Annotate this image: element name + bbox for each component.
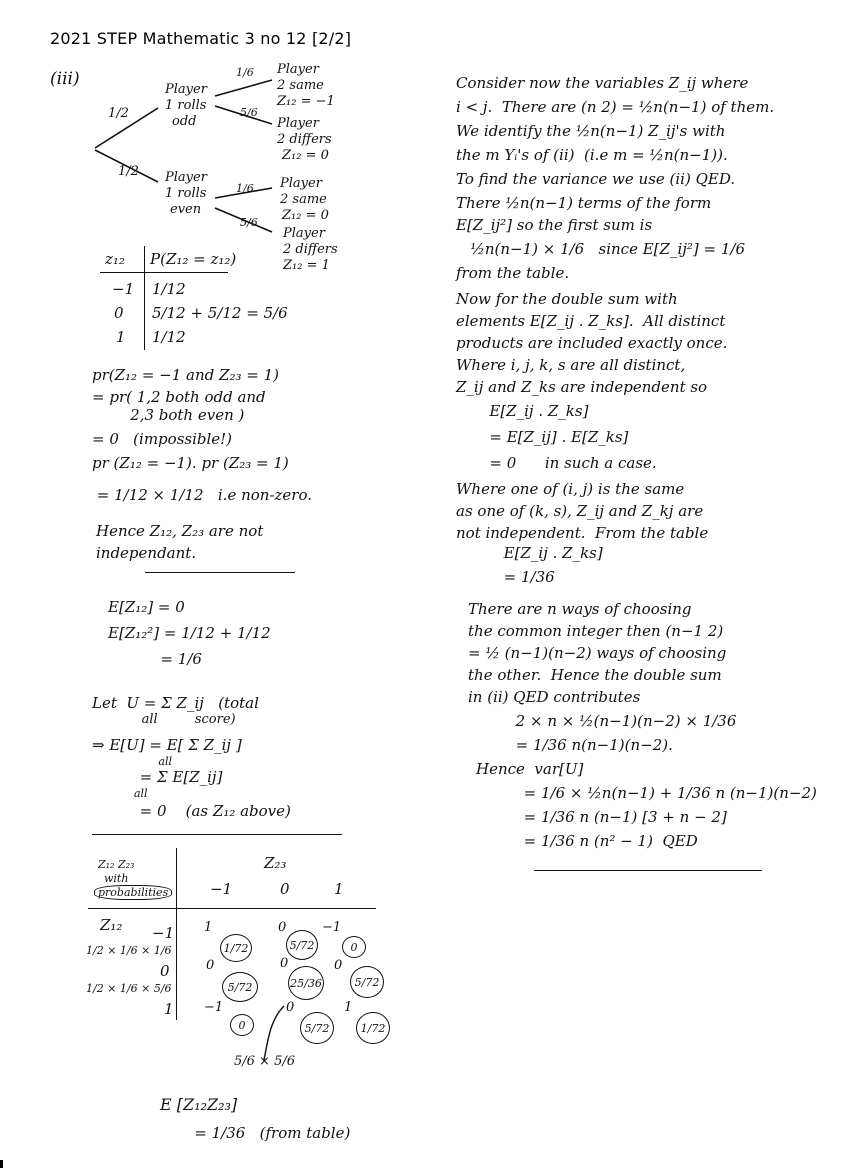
indep-line-3: 2,3 both even ) — [92, 406, 245, 424]
right-line-28: 2 × n × ½(n−1)(n−2) × 1/36 — [468, 712, 737, 730]
joint-corner-3 — [94, 886, 172, 899]
section-rule-3 — [534, 870, 762, 871]
right-line-14: Z_ij and Z_ks are independent so — [456, 378, 708, 396]
right-line-10: Now for the double sum with — [456, 290, 678, 308]
right-line-24: the common integer then (n−1 2) — [468, 622, 724, 640]
right-line-13: Where i, j, k, s are all distinct, — [456, 356, 686, 374]
u-line-5: = Σ E[Z_ij] — [92, 768, 223, 786]
right-line-17: = 0 in such a case. — [456, 454, 657, 472]
tree-label-odd-3: odd — [172, 114, 197, 129]
joint-col-1: −1 — [210, 880, 233, 898]
joint-cell-7-prob: 0 — [230, 1014, 254, 1036]
right-line-1: Consider now the variables Z_ij where — [456, 74, 749, 92]
bottom-line-1: E [Z₁₂Z₂₃] — [160, 1095, 238, 1114]
expect-line-2: E[Z₁₂²] = 1/12 + 1/12 — [108, 624, 271, 642]
joint-cell-5-prob: 25/36 — [288, 966, 324, 1000]
page-title: 2021 STEP Mathematic 3 no 12 [2/2] — [50, 29, 352, 48]
leaf3-prob: 1/6 — [236, 182, 254, 195]
right-line-4: the m Yᵢ's of (ii) (i.e m = ½n(n−1)). — [456, 146, 728, 164]
right-line-19: as one of (k, s), Z_ij and Z_kj are — [456, 502, 704, 520]
tree-label-even-1: Player — [165, 170, 207, 185]
tree-label-odd-1: Player — [165, 82, 207, 97]
tree-prob-odd: 1/2 — [108, 106, 129, 121]
joint-cell-4-prob: 5/72 — [222, 972, 258, 1002]
joint-cell-4-value: 0 — [206, 958, 215, 973]
right-line-21: E[Z_ij . Z_ks] — [456, 544, 603, 562]
indep-line-7: Hence Z₁₂, Z₂₃ are not — [96, 522, 264, 540]
right-line-9: from the table. — [456, 264, 570, 282]
right-line-15: E[Z_ij . Z_ks] — [456, 402, 589, 420]
right-line-27: in (ii) QED contributes — [468, 688, 641, 706]
right-line-29: = 1/36 n(n−1)(n−2). — [468, 736, 673, 754]
dist-table-head-p: P(Z₁₂ = z₁₂) — [150, 250, 237, 268]
expect-line-3: = 1/6 — [108, 650, 202, 668]
u-line-7: = 0 (as Z₁₂ above) — [92, 802, 291, 820]
leaf2-line2: 2 differs — [277, 132, 332, 147]
joint-col-head: Z₂₃ — [264, 854, 287, 872]
joint-cell-8-prob: 5/72 — [300, 1012, 334, 1044]
right-line-16: = E[Z_ij] . E[Z_ks] — [456, 428, 629, 446]
joint-cell-1-value: 1 — [204, 920, 213, 935]
tree-label-even-2: 1 rolls — [165, 186, 207, 201]
right-line-12: products are included exactly once. — [456, 334, 728, 352]
joint-corner-2: with — [104, 872, 129, 885]
joint-cell-2-value: 0 — [278, 920, 287, 935]
section-rule-1 — [145, 572, 295, 573]
right-line-3: We identify the ½n(n−1) Z_ij's with — [456, 122, 726, 140]
leaf4-line1: Player — [283, 226, 325, 241]
right-line-22: = 1/36 — [456, 568, 555, 586]
joint-corner-3-text: probabilities — [94, 885, 172, 900]
joint-annot-c: 5/6 × 5/6 — [234, 1054, 296, 1069]
indep-line-8: independant. — [96, 544, 197, 562]
right-line-30: Hence var[U] — [476, 760, 584, 778]
tree-prob-even: 1/2 — [118, 164, 139, 179]
u-line-4: all — [92, 755, 173, 768]
tree-label-odd-2: 1 rolls — [165, 98, 207, 113]
joint-cell-3-prob: 0 — [342, 936, 366, 958]
indep-line-5: pr (Z₁₂ = −1). pr (Z₂₃ = 1) — [92, 454, 289, 472]
leaf3-line1: Player — [280, 176, 322, 191]
joint-annot-a: 1/2 × 1/6 × 1/6 — [86, 944, 172, 957]
leaf1-line1: Player — [277, 62, 319, 77]
bottom-line-2: = 1/36 (from table) — [180, 1124, 351, 1142]
joint-cell-6-value: 0 — [334, 958, 343, 973]
leaf1-prob: 1/6 — [236, 66, 254, 79]
leaf3-line2: 2 same — [280, 192, 327, 207]
joint-col-2: 0 — [280, 880, 290, 898]
joint-col-3: 1 — [334, 880, 344, 898]
joint-row-3: 1 — [164, 1000, 174, 1018]
leaf1-line3: Z₁₂ = −1 — [277, 94, 335, 109]
leaf2-prob: 5/6 — [240, 106, 258, 119]
tree-label-even-3: even — [170, 202, 202, 217]
joint-table-rule — [88, 908, 376, 909]
indep-line-2: = pr( 1,2 both odd and — [92, 388, 266, 406]
joint-annot-b: 1/2 × 1/6 × 5/6 — [86, 982, 172, 995]
leaf4-prob: 5/6 — [240, 216, 258, 229]
dist-row3-p: 1/12 — [152, 328, 186, 346]
leaf1-line2: 2 same — [277, 78, 324, 93]
indep-line-1: pr(Z₁₂ = −1 and Z₂₃ = 1) — [92, 366, 279, 384]
joint-row-1: −1 — [152, 924, 175, 942]
right-line-23: There are n ways of choosing — [468, 600, 692, 618]
leaf2-line1: Player — [277, 116, 319, 131]
right-line-31: = 1/6 × ½n(n−1) + 1/36 n (n−1)(n−2) — [476, 784, 817, 802]
right-line-33: = 1/36 n (n² − 1) QED — [476, 832, 698, 850]
right-line-7: E[Z_ij²] so the first sum is — [456, 216, 653, 234]
u-line-6: all — [92, 787, 148, 800]
section-rule-2 — [92, 834, 342, 835]
u-line-2: all score) — [92, 712, 236, 727]
right-line-6: There ½n(n−1) terms of the form — [456, 194, 712, 212]
right-line-25: = ½ (n−1)(n−2) ways of choosing — [468, 644, 727, 662]
right-line-32: = 1/36 n (n−1) [3 + n − 2] — [476, 808, 727, 826]
joint-row-2: 0 — [160, 962, 170, 980]
joint-cell-9-prob: 1/72 — [356, 1012, 390, 1044]
joint-cell-8-value: 0 — [286, 1000, 295, 1015]
indep-line-6: = 1/12 × 1/12 i.e non-zero. — [92, 486, 312, 504]
joint-cell-7-value: −1 — [204, 1000, 224, 1015]
leaf2-line3: Z₁₂ = 0 — [282, 148, 329, 163]
right-line-20: not independent. From the table — [456, 524, 709, 542]
edge-mark — [0, 1160, 3, 1168]
joint-cell-1-prob: 1/72 — [220, 934, 252, 962]
dist-table-rule — [100, 272, 228, 273]
right-line-5: To find the variance we use (ii) QED. — [456, 170, 736, 188]
part-label: (iii) — [50, 69, 80, 89]
dist-row1-z: −1 — [112, 280, 135, 298]
expect-line-1: E[Z₁₂] = 0 — [108, 598, 185, 616]
joint-cell-3-value: −1 — [322, 920, 342, 935]
indep-line-4: = 0 (impossible!) — [92, 430, 233, 448]
right-line-2: i < j. There are (n 2) = ½n(n−1) of them. — [456, 98, 775, 116]
joint-row-head: Z₁₂ — [100, 916, 123, 934]
u-line-3: ⇒ E[U] = E[ Σ Z_ij ] — [92, 736, 242, 754]
right-line-11: elements E[Z_ij . Z_ks]. All distinct — [456, 312, 726, 330]
leaf4-line2: 2 differs — [283, 242, 338, 257]
leaf4-line3: Z₁₂ = 1 — [283, 258, 330, 273]
right-line-8: ½n(n−1) × 1/6 since E[Z_ij²] = 1/6 — [456, 240, 746, 258]
dist-table-head-z: z₁₂ — [105, 250, 125, 268]
joint-cell-2-prob: 5/72 — [286, 930, 318, 960]
dist-row3-z: 1 — [116, 328, 126, 346]
right-line-26: the other. Hence the double sum — [468, 666, 722, 684]
dist-row2-z: 0 — [114, 304, 124, 322]
joint-cell-5-value: 0 — [280, 956, 289, 971]
joint-table-divider — [176, 848, 177, 1020]
joint-cell-6-prob: 5/72 — [350, 966, 384, 998]
dist-row1-p: 1/12 — [152, 280, 186, 298]
right-line-18: Where one of (i, j) is the same — [456, 480, 685, 498]
leaf3-line3: Z₁₂ = 0 — [282, 208, 329, 223]
dist-row2-p: 5/12 + 5/12 = 5/6 — [152, 304, 288, 322]
joint-cell-9-value: 1 — [344, 1000, 353, 1015]
joint-corner-1: Z₁₂ Z₂₃ — [98, 858, 135, 871]
dist-table-divider — [144, 246, 145, 350]
u-line-1: Let U = Σ Z_ij (total — [92, 694, 259, 712]
